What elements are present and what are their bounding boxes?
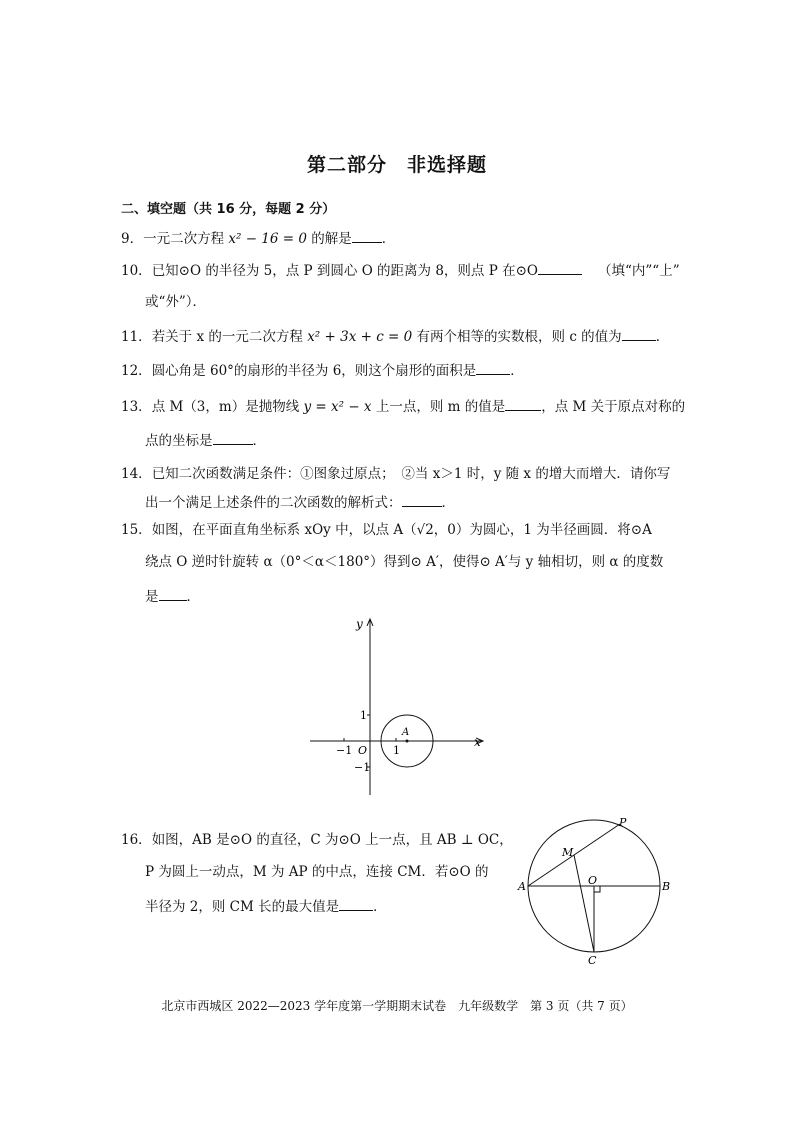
punctuation: ． <box>441 495 455 511</box>
question-text: ，点 M 关于原点对称的 <box>541 399 686 415</box>
answer-blank[interactable] <box>402 492 442 507</box>
question-text: 如图，在平面直角坐标系 xOy 中，以点 A（√2，0）为圆心，1 为半径画圆．将⊙A <box>151 522 652 538</box>
question-text: 有两个相等的实数根，则 c 的值为 <box>412 329 622 345</box>
figure-15-coordinate-plane <box>300 610 500 800</box>
question-14-line2 <box>145 492 455 513</box>
segment-cm <box>574 855 594 952</box>
question-15-line2: 绕点 O 逆时针旋转 α（0°＜α＜180°）得到⊙ A′，使得⊙ A′与 y 轴相切，则 α 的度数 <box>145 554 664 570</box>
question-number: 15． <box>121 522 152 538</box>
answer-blank[interactable] <box>352 228 382 243</box>
figure-16-circle <box>514 812 674 972</box>
tick-label-x-1: 1 <box>393 744 400 757</box>
page-footer: 北京市西城区 2022—2023 学年度第一学期期末试卷 九年级数学 第 3 页（共 7 页） <box>161 999 633 1013</box>
question-number: 14． <box>121 466 152 482</box>
question-text: 点 M（3，m）是抛物线 <box>151 399 304 415</box>
question-number: 10． <box>121 263 152 279</box>
question-text: 若关于 x 的一元二次方程 <box>151 329 308 345</box>
question-text: 上一点，则 m 的值是 <box>371 399 506 415</box>
question-9 <box>121 228 395 249</box>
point-a <box>406 740 409 743</box>
answer-blank[interactable] <box>622 326 656 341</box>
answer-blank[interactable] <box>213 430 253 445</box>
tick-label-y-1: 1 <box>360 709 367 722</box>
equation: y = x² − x <box>303 399 372 415</box>
tick-label-y-neg1: −1 <box>354 761 371 774</box>
question-text: 点的坐标是 <box>145 433 213 449</box>
label-a: A <box>518 880 526 893</box>
punctuation: ． <box>655 329 670 345</box>
punctuation: ． <box>373 899 387 915</box>
origin-label: O <box>358 744 368 757</box>
x-axis-label: x <box>474 735 481 749</box>
answer-blank[interactable] <box>505 396 541 411</box>
question-10 <box>121 260 680 281</box>
question-16-line2: P 为圆上一动点，M 为 AP 的中点，连接 CM．若⊙O 的 <box>145 864 489 880</box>
y-axis-label: y <box>356 617 363 631</box>
question-14 <box>121 464 670 484</box>
punctuation: ． <box>186 589 200 605</box>
question-text: 出一个满足上述条件的二次函数的解析式： <box>145 495 402 511</box>
point-a-label: A <box>402 727 410 738</box>
label-m: M <box>562 846 574 859</box>
question-text: 的解是 <box>306 231 352 247</box>
equation: x² + 3x + c = 0 <box>307 329 413 345</box>
question-text: 如图，AB 是⊙O 的直径，C 为⊙O 上一点，且 AB ⊥ OC， <box>151 832 513 848</box>
question-10-line2: 或“外”）． <box>145 294 207 310</box>
answer-blank[interactable] <box>476 360 510 375</box>
question-number: 12． <box>121 363 152 379</box>
question-15-line3 <box>145 586 200 607</box>
question-13 <box>121 396 685 417</box>
question-11 <box>121 326 669 347</box>
question-text: （填“内”“上” <box>597 263 680 279</box>
question-text: 已知⊙O 的半径为 5，点 P 到圆心 O 的距离为 8，则点 P 在⊙O <box>151 263 538 279</box>
section-heading: 二、填空题（共 16 分，每题 2 分） <box>121 202 336 217</box>
question-number: 9． <box>121 231 144 247</box>
question-16-line3 <box>145 896 387 917</box>
label-c: C <box>588 954 597 967</box>
question-text: 是 <box>145 589 159 605</box>
question-text: 一元二次方程 <box>143 231 229 247</box>
label-o: O <box>588 874 598 887</box>
question-16 <box>121 830 513 850</box>
question-number: 11． <box>121 329 152 345</box>
question-text: 半径为 2，则 CM 长的最大值是 <box>145 899 340 915</box>
answer-blank[interactable] <box>159 586 187 601</box>
label-p: P <box>619 816 627 829</box>
punctuation: ． <box>510 363 524 379</box>
punctuation: ． <box>252 433 266 449</box>
equation: x² − 16 = 0 <box>228 231 307 247</box>
label-b: B <box>662 880 671 893</box>
question-text: 圆心角是 60°的扇形的半径为 6，则这个扇形的面积是 <box>151 363 477 379</box>
question-text: 已知二次函数满足条件：①图象过原点； ②当 x＞1 时，y 随 x 的增大而增大．请你写 <box>151 466 671 482</box>
question-13-line2 <box>145 430 266 451</box>
tick-label-x-neg1: −1 <box>336 744 353 757</box>
question-number: 13． <box>121 399 152 415</box>
punctuation: ． <box>381 231 396 247</box>
question-15 <box>121 520 652 540</box>
answer-blank[interactable] <box>339 896 373 911</box>
page-title: 第二部分 非选择题 <box>306 154 487 176</box>
question-number: 16． <box>121 832 152 848</box>
answer-blank[interactable] <box>538 260 582 275</box>
question-12 <box>121 360 524 381</box>
